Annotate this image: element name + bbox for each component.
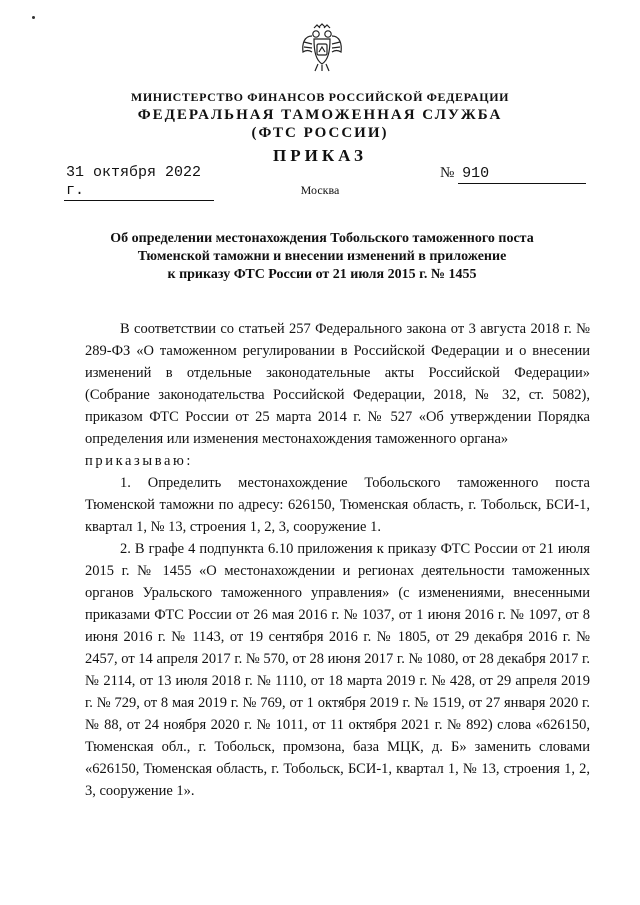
item-1: 1. Определить местонахождение Тобольского таможенного поста Тюменской таможни по адресу: 626150, Тюменская область, г. Тобольск, БСИ-1, квартал 1, № 13, строения 1, 2, 3, сооружение 1. (85, 475, 590, 535)
document-type: ПРИКАЗ (273, 146, 367, 165)
title-line3: к приказу ФТС России от 21 июля 2015 г. № 1455 (167, 267, 477, 282)
order-word: приказываю: (85, 453, 194, 469)
service-name-line2: (ФТС РОССИИ) (251, 125, 389, 141)
item-2: 2. В графе 4 подпункта 6.10 приложения к приказу ФТС России от 21 июля 2015 г. № 1455 «О местонахождении и регионах деятельности таможенных органов Уральского таможенного управления» (с изменениями, внесенными приказами ФТС России от 26 мая 2016 г. № 1037, от 1 июня 2016 г. № 1097, от 8 июня 2016 г. № 1143, от 19 сентября 2016 г. № 1805, от 29 декабря 2016 г. № 2457, от 14 апреля 2017 г. № 570, от 28 июня 2017 г. № 1080, от 28 декабря 2017 г. № 2114, от 13 июля 2018 г. № 1110, от 18 марта 2019 г. № 428, от 29 апреля 2019 г. № 729, от 8 мая 2019 г. № 769, от 1 октября 2019 г. № 1519, от 27 января 2020 г. № 88, от 24 ноября 2020 г. № 1011, от 11 октября 2021 г. № 892) слова «626150, Тюменская обл., г. Тобольск, промзона, база МЦК, д. Б» заменить словами «626150, Тюменская область, г. Тобольск, БСИ-1, квартал 1, № 13, строения 1, 2, 3, сооружение 1». (85, 541, 590, 799)
title-line1: Об определении местонахождения Тобольского таможенного поста (110, 231, 534, 246)
service-name (0, 106, 640, 142)
city: Москва (300, 183, 340, 197)
russian-coat-of-arms-icon (300, 22, 344, 74)
intro-paragraph: В соответствии со статьей 257 Федерального закона от 3 августа 2018 г. № 289-ФЗ «О таможенном регулировании в Российской Федерации и о внесении изменений в отдельные законодательные акты Российской Федерации» (Собрание законодательства Российской Федерации, 2018, № 32, ст. 5082), приказом ФТС России от 25 марта 2014 г. № 527 «Об утверждении Порядка определения или изменения местонахождения таможенного органа» (85, 321, 590, 447)
service-name-line1: ФЕДЕРАЛЬНАЯ ТАМОЖЕННАЯ СЛУЖБА (137, 107, 503, 123)
number-sign: № (440, 165, 455, 181)
order-number (440, 164, 590, 184)
order-date: 31 октября 2022 г. (64, 164, 214, 201)
ministry-name: МИНИСТЕРСТВО ФИНАНСОВ РОССИЙСКОЙ ФЕДЕРАЦИИ (130, 90, 510, 104)
scan-speck (32, 16, 35, 19)
document-title (90, 230, 554, 284)
document-body (85, 318, 590, 802)
number-value: 910 (458, 165, 586, 184)
title-line2: Тюменской таможни и внесении изменений в приложение (137, 249, 507, 264)
